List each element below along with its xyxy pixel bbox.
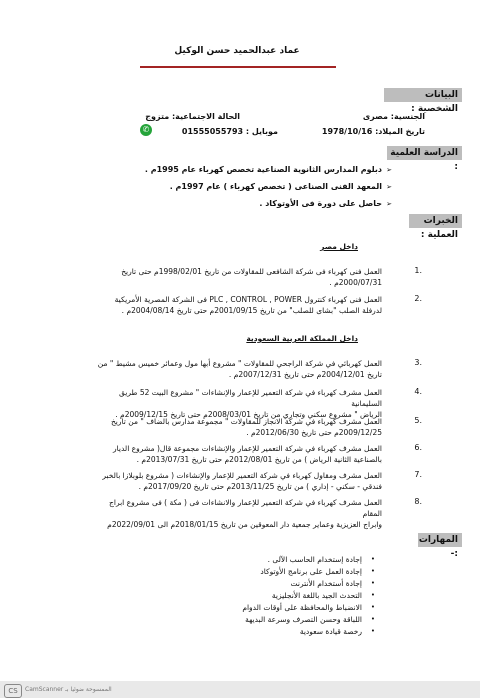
- birth-date: تاريخ الميلاد: 1978/10/16: [321, 127, 425, 136]
- skill-item: التحدث الجيد باللغة الأنجليزية: [271, 591, 362, 600]
- item-number: 8.: [414, 497, 422, 506]
- bullet-icon: •: [370, 603, 375, 611]
- experience-item: [92, 266, 382, 288]
- experience-line: بالصناعية الثانية الرياض ) من تاريخ 2012/08/01م حتى تاريخ 2013/07/31م .: [136, 455, 382, 464]
- whatsapp-icon: ✆: [140, 124, 152, 136]
- skill-item: رخصة قيادة سعودية: [299, 627, 362, 636]
- experience-line: العمل مشرف كهرباء في شركة التعمير للإعمار والإنشاءات مجموعة قال( مشروع الديار: [112, 444, 382, 453]
- bullet-icon: •: [370, 555, 375, 563]
- education-item: حاصل على دورة فى الأوتوكاد .: [259, 199, 382, 208]
- experience-line: 2009/12/25م حتى تاريخ 2012/06/30م .: [246, 428, 382, 437]
- bullet-icon: ➢: [386, 200, 392, 208]
- section-personal: البيانات الشخصية :: [384, 88, 462, 102]
- name-heading: عماد عبدالحميد حسن الوكيل: [174, 46, 300, 56]
- item-number: 7.: [414, 470, 422, 479]
- skill-item: إجادة إستخدام الحاسب الآلى .: [267, 555, 362, 564]
- skill-item: اللباقة وحسن التصرف وسرعة البديهة: [245, 615, 362, 624]
- item-number: 5.: [414, 416, 422, 425]
- experience-line: العمل مشرف ومقاول كهرباء في شركة التعمير للإعمار والإنشاءات ( مشروع بلوبلازا بالخبر: [102, 471, 382, 480]
- skill-item: إجادة أستخدام الأنترنت: [290, 579, 362, 588]
- experience-line: العمل مشرف كهرباء في شركة التعمير للإعمار والانشاءات فى ( مكة ) فى مشروع ابراج المقام: [109, 498, 382, 518]
- skill-item: الانضباط والمحافظة على أوقات الدوام: [242, 603, 362, 612]
- item-number: 1.: [414, 266, 422, 275]
- experience-item: [92, 358, 382, 380]
- experience-item: [92, 443, 382, 465]
- experience-line: تاريخ 2004/12/01م حتى تاريخ 2007/12/31م .: [228, 370, 382, 379]
- experience-line: العمل فنى كهرباء كنترول PLC , CONTROL , POWER فى الشركة المصرية الأمريكية: [114, 295, 382, 304]
- experience-line: لدرفلة الصلب "بشاى للصلب" من تاريخ 2001/09/15م حتى تاريخ 2004/08/14م .: [121, 306, 382, 315]
- bullet-icon: ➢: [386, 183, 392, 191]
- experience-item: [92, 294, 382, 316]
- marital-status: الحالة الاجتماعية: متزوج: [145, 112, 240, 121]
- skill-item: إجادة العمل على برنامج الأوتوكاد: [260, 567, 362, 576]
- experience-line: الرياض " مشروع سكني وتجاري من تاريخ 2008/03/01م حتى تاريخ 2009/12/15م .: [115, 410, 382, 419]
- section-experience: الخبرات العملية :: [409, 214, 462, 228]
- experience-line: فندقي - سكني - إداري ) من تاريخ 2013/11/25م حتى تاريخ 2017/09/20م .: [138, 482, 382, 491]
- bullet-icon: •: [370, 579, 375, 587]
- experience-line: 2000/07/31م .: [329, 278, 382, 287]
- bullet-icon: •: [370, 567, 375, 575]
- bullet-icon: •: [370, 615, 375, 623]
- bullet-icon: •: [370, 627, 375, 635]
- item-number: 2.: [414, 294, 422, 303]
- subsection-ksa: داخل المملكة العربية السعودية: [246, 334, 358, 343]
- nationality: الجنسية: مصرى: [362, 112, 425, 121]
- experience-line: العمل مشرف كهرباء في شركة التعمير للإعمار والإنشاءات " مشروع البيت 52 طريق السليمانية: [119, 388, 382, 408]
- bullet-icon: •: [370, 591, 375, 599]
- experience-item: [92, 416, 382, 438]
- education-item: دبلوم المدارس الثانوية الصناعية تخصص كهرباء عام 1995م .: [144, 165, 382, 174]
- camscanner-logo: CS: [4, 684, 22, 698]
- experience-line: العمل مشرف كهرباء في شركة الانجاز للمقاولات " مجموعة مدارس بالضاف " من تاريخ: [110, 417, 382, 426]
- experience-line: العمل كهربائي في شركة الراجحي للمقاولات " مشروع أبها مول وعمائر خميس مشيط " من: [97, 359, 382, 368]
- subsection-egypt: داخل مصر: [320, 242, 358, 251]
- item-number: 3.: [414, 358, 422, 367]
- section-education: الدراسة العلمية :: [387, 146, 462, 160]
- item-number: 4.: [414, 387, 422, 396]
- experience-item: [92, 470, 382, 492]
- experience-line: وابراج العزيزية وعماير جمعية دار المعوقين من تاريخ 2018/01/15م الى 2022/09/01م: [107, 520, 382, 529]
- experience-item: [92, 497, 382, 530]
- bullet-icon: ➢: [386, 166, 392, 174]
- name-underline: [140, 66, 336, 68]
- mobile-number: موبايل : 01555055793: [181, 127, 278, 136]
- experience-line: العمل فنى كهرباء فى شركة الشافعى للمقاولات من تاريخ 1998/02/01م حتى تاريخ: [121, 267, 382, 276]
- section-skills: المهارات :-: [418, 533, 462, 547]
- education-item: المعهد الفنى الصناعى ( تخصص كهرباء ) عام 1997م .: [169, 182, 382, 191]
- item-number: 6.: [414, 443, 422, 452]
- scanner-watermark: CamScanner الممسوحة ضوئيا بـ: [25, 686, 112, 693]
